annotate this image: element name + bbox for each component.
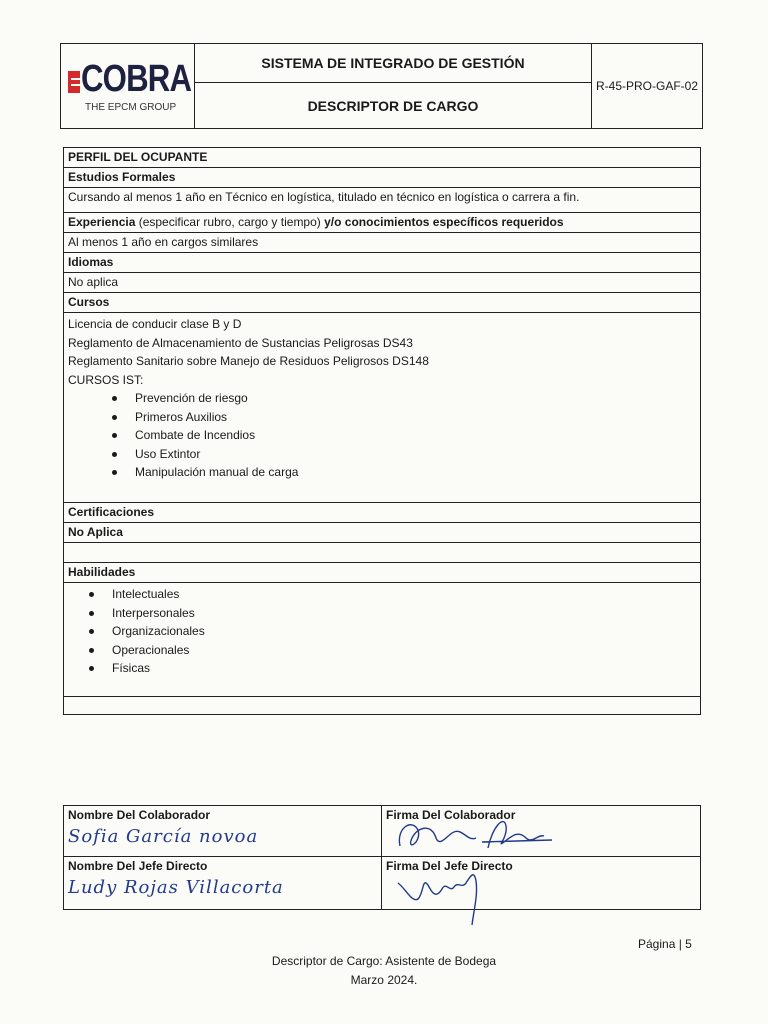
- experience-label-note: (especificar rubro, cargo y tiempo): [135, 215, 325, 229]
- skills-content: [64, 583, 701, 697]
- collaborator-name-handwritten: Sofia García novoa: [68, 826, 259, 847]
- footer-line-1: Descriptor de Cargo: Asistente de Bodega: [271, 954, 497, 968]
- courses-content: [64, 313, 701, 503]
- certifications-label: Certificaciones: [64, 503, 701, 523]
- courses-ist-list: [68, 389, 696, 482]
- boss-name-cell: [64, 857, 382, 910]
- skills-list: [68, 585, 696, 678]
- certifications-value: No Aplica: [64, 523, 701, 543]
- document-header: [60, 43, 703, 129]
- studies-value: Cursando al menos 1 año en Técnico en logística, titulado en técnico en logística o carrera a fin.: [64, 188, 701, 213]
- collaborator-name-label: Nombre Del Colaborador: [68, 808, 211, 822]
- list-item: Organizacionales: [112, 622, 696, 641]
- boss-name-label: Nombre Del Jefe Directo: [68, 859, 208, 873]
- profile-section-title: PERFIL DEL OCUPANTE: [64, 148, 701, 168]
- list-item: Intelectuales: [112, 585, 696, 604]
- course-line: Reglamento Sanitario sobre Manejo de Residuos Peligrosos DS148: [68, 354, 429, 368]
- courses-label: Cursos: [64, 293, 701, 313]
- list-item: Manipulación manual de carga: [135, 463, 696, 482]
- experience-label-bold2: y/o conocimientos específicos requeridos: [324, 215, 564, 229]
- experience-label: [64, 213, 701, 233]
- list-item: Primeros Auxilios: [135, 408, 696, 427]
- cobra-logo-mark-icon: [68, 71, 80, 93]
- footer-line-2: Marzo 2024.: [350, 973, 418, 987]
- collaborator-signature-cell: [382, 806, 701, 857]
- document-title: DESCRIPTOR DE CARGO: [307, 98, 479, 114]
- course-line: Licencia de conducir clase B y D: [68, 317, 242, 331]
- collaborator-name-cell: [64, 806, 382, 857]
- boss-signature-label: Firma Del Jefe Directo: [386, 859, 513, 873]
- boss-signature-cell: [382, 857, 701, 910]
- system-title: SISTEMA DE INTEGRADO DE GESTIÓN: [195, 44, 591, 83]
- document-code: R-45-PRO-GAF-02: [591, 44, 702, 128]
- languages-value: No aplica: [64, 273, 701, 293]
- list-item: Prevención de riesgo: [135, 389, 696, 408]
- profile-table: [63, 147, 701, 715]
- experience-label-bold: Experiencia: [68, 215, 136, 229]
- empty-row: [64, 543, 701, 563]
- skills-label: Habilidades: [64, 563, 701, 583]
- logo-text: COBRA: [81, 58, 192, 100]
- signatures-table: [63, 805, 701, 910]
- collaborator-signature-label: Firma Del Colaborador: [386, 808, 516, 822]
- page-number: Página | 5: [638, 937, 692, 951]
- logo-subtitle: THE EPCM GROUP: [85, 102, 177, 113]
- course-line: Reglamento de Almacenamiento de Sustancias Peligrosas DS43: [68, 335, 413, 350]
- logo-cell: [61, 44, 195, 128]
- list-item: Combate de Incendios: [135, 426, 696, 445]
- studies-label: Estudios Formales: [64, 168, 701, 188]
- course-line: CURSOS IST:: [68, 372, 144, 387]
- languages-label: Idiomas: [64, 253, 701, 273]
- boss-name-handwritten: Ludy Rojas Villacorta: [68, 877, 284, 898]
- boss-signature-icon: [392, 859, 512, 939]
- list-item: Uso Extintor: [135, 445, 696, 464]
- empty-row: [64, 697, 701, 715]
- collaborator-signature-icon: [392, 808, 572, 858]
- list-item: Operacionales: [112, 641, 696, 660]
- list-item: Interpersonales: [112, 604, 696, 623]
- list-item: Físicas: [112, 659, 696, 678]
- experience-value: Al menos 1 año en cargos similares: [64, 233, 701, 253]
